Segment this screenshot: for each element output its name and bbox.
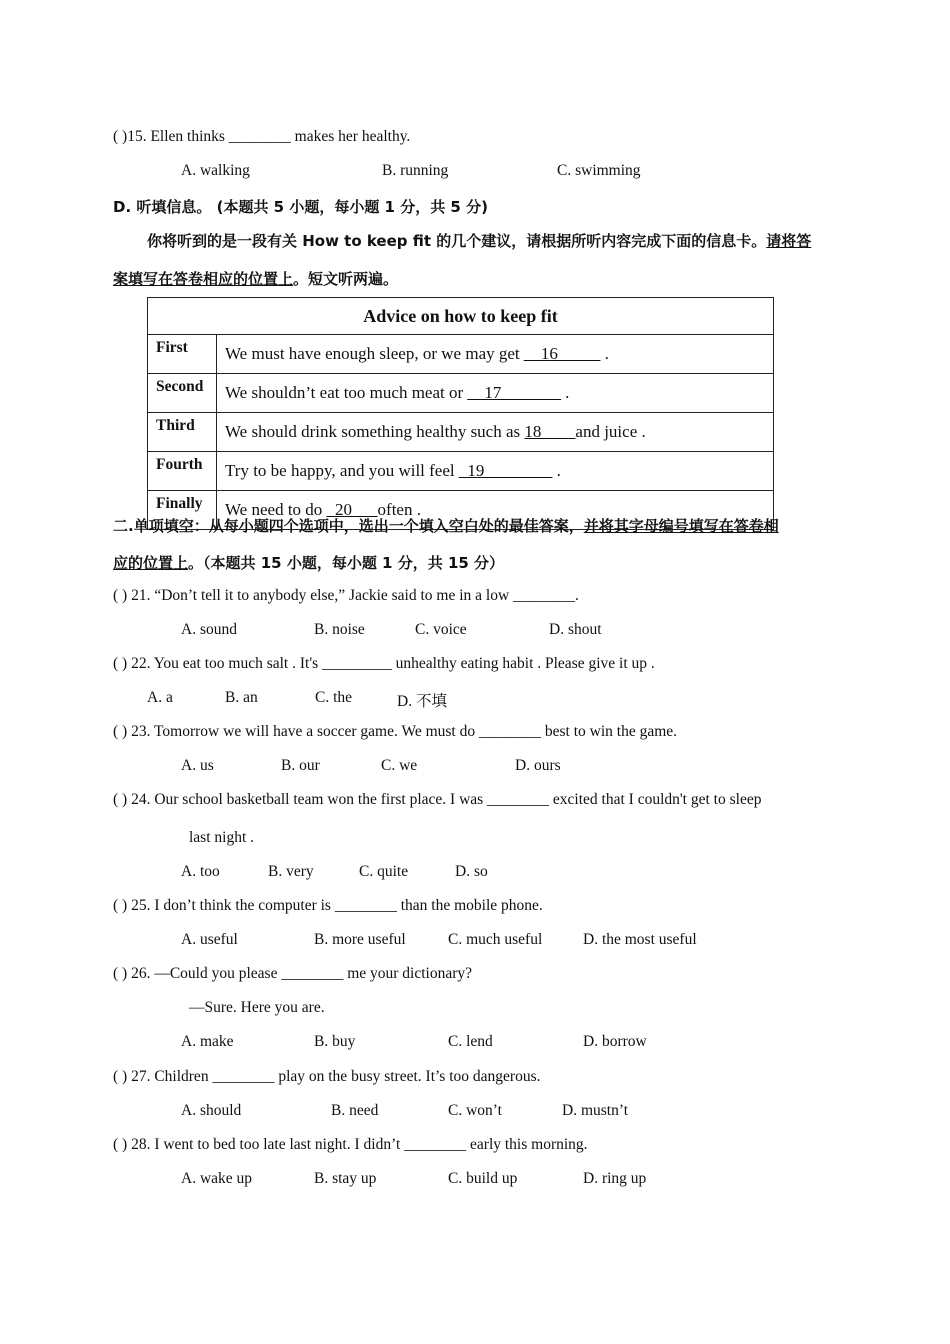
section-2-title-1: 二.单项填空：从每小题四个选项中，选出一个填入空白处的最佳答案， bbox=[113, 517, 584, 535]
q15-option-c: C. swimming bbox=[557, 162, 641, 179]
answer-blank-18: 18____ bbox=[524, 422, 576, 441]
row-post: often . bbox=[377, 500, 421, 519]
row-text-first bbox=[217, 335, 774, 374]
q21-option-c: C. voice bbox=[415, 621, 467, 638]
q21-option-b: B. noise bbox=[314, 621, 365, 638]
q21-option-d: D. shout bbox=[549, 621, 602, 638]
answer-blank-20: _20___ bbox=[326, 500, 378, 519]
section-2-title-3: 应的位置上 bbox=[113, 554, 189, 572]
q28-option-a: A. wake up bbox=[181, 1170, 253, 1187]
row-text-second bbox=[217, 374, 774, 413]
row-pre: We must have enough sleep, or we may get bbox=[225, 344, 524, 363]
q26-option-b: B. buy bbox=[314, 1033, 356, 1050]
q25-option-c: C. much useful bbox=[448, 931, 543, 948]
q27-option-d: D. mustn’t bbox=[562, 1102, 629, 1119]
question-23-stem: ( ) 23. Tomorrow we will have a soccer game. We must do ________ best to win the game. bbox=[113, 723, 678, 740]
row-pre: We need to do bbox=[225, 500, 327, 519]
table-row bbox=[148, 335, 774, 374]
question-26-stem-cont: —Sure. Here you are. bbox=[189, 999, 325, 1016]
row-post: . bbox=[552, 461, 561, 480]
q26-option-c: C. lend bbox=[448, 1033, 493, 1050]
q26-option-d: D. borrow bbox=[583, 1033, 647, 1050]
q22-option-d: D. 不填 bbox=[397, 693, 447, 710]
q25-option-b: B. more useful bbox=[314, 931, 406, 948]
question-24-stem-cont: last night . bbox=[189, 829, 255, 846]
question-21-stem: ( ) 21. “Don’t tell it to anybody else,” Jackie said to me in a low ________. bbox=[113, 587, 579, 604]
section-d-title: D. 听填信息。 (本题共 5 小题，每小题 1 分，共 5 分) bbox=[113, 198, 488, 216]
q22-option-b: B. an bbox=[225, 689, 258, 706]
section-2-title bbox=[113, 515, 779, 536]
advice-table bbox=[147, 297, 774, 530]
q27-option-a: A. should bbox=[181, 1102, 242, 1119]
q22-option-a: A. a bbox=[147, 689, 173, 706]
question-15-stem: ( )15. Ellen thinks ________ makes her healthy. bbox=[113, 128, 411, 145]
section-d-instr-3: 案填写在答卷相应的位置上 bbox=[113, 270, 294, 288]
section-d-instr-2: 请将答 bbox=[766, 232, 812, 250]
row-label-fourth: Fourth bbox=[148, 452, 217, 491]
question-25-stem: ( ) 25. I don’t think the computer is ________ than the mobile phone. bbox=[113, 897, 543, 914]
q28-option-d: D. ring up bbox=[583, 1170, 647, 1187]
table-row bbox=[148, 452, 774, 491]
q27-option-c: C. won’t bbox=[448, 1102, 502, 1119]
answer-blank-17: __17_______ bbox=[467, 383, 561, 402]
q28-option-b: B. stay up bbox=[314, 1170, 377, 1187]
q27-option-b: B. need bbox=[331, 1102, 379, 1119]
section-d-instructions bbox=[147, 230, 811, 251]
answer-blank-16: __16_____ bbox=[523, 344, 601, 363]
row-label-second: Second bbox=[148, 374, 217, 413]
question-26-stem: ( ) 26. —Could you please ________ me your dictionary? bbox=[113, 965, 473, 982]
q24-option-b: B. very bbox=[268, 863, 314, 880]
q23-option-a: A. us bbox=[181, 757, 214, 774]
q23-option-b: B. our bbox=[281, 757, 320, 774]
answer-blank-19: _19________ bbox=[458, 461, 553, 480]
q15-option-b: B. running bbox=[382, 162, 449, 179]
row-post: and juice . bbox=[575, 422, 646, 441]
section-d-instructions-cont bbox=[113, 268, 398, 289]
section-d-instr-4: 。短文听两遍。 bbox=[293, 270, 399, 288]
q24-option-a: A. too bbox=[181, 863, 220, 880]
row-text-third bbox=[217, 413, 774, 452]
q24-option-c: C. quite bbox=[359, 863, 409, 880]
section-2-title-cont bbox=[113, 552, 504, 573]
q15-option-a: A. walking bbox=[181, 162, 250, 179]
q23-option-d: D. ours bbox=[515, 757, 561, 774]
question-22-stem: ( ) 22. You eat too much salt . It's _________ unhealthy eating habit . Please give it up . bbox=[113, 655, 655, 672]
section-d-instr-1: 你将听到的是一段有关 How to keep fit 的几个建议，请根据所听内容完成下面的信息卡。 bbox=[147, 232, 767, 250]
table-row bbox=[148, 374, 774, 413]
question-27-stem: ( ) 27. Children ________ play on the busy street. It’s too dangerous. bbox=[113, 1068, 541, 1085]
question-28-stem: ( ) 28. I went to bed too late last night. I didn’t ________ early this morning. bbox=[113, 1136, 588, 1153]
table-row bbox=[148, 413, 774, 452]
row-text-fourth bbox=[217, 452, 774, 491]
row-pre: We shouldn’t eat too much meat or bbox=[225, 383, 468, 402]
q25-option-d: D. the most useful bbox=[583, 931, 697, 948]
row-post: . bbox=[600, 344, 609, 363]
advice-table-title: Advice on how to keep fit bbox=[148, 298, 774, 335]
q23-option-c: C. we bbox=[381, 757, 418, 774]
question-24-stem: ( ) 24. Our school basketball team won the first place. I was ________ excited that I couldn't get to sleep bbox=[113, 791, 762, 808]
row-pre: Try to be happy, and you will feel bbox=[225, 461, 459, 480]
q28-option-c: C. build up bbox=[448, 1170, 518, 1187]
q22-option-c: C. the bbox=[315, 689, 353, 706]
row-post: . bbox=[560, 383, 570, 402]
row-label-first: First bbox=[148, 335, 217, 374]
q26-option-a: A. make bbox=[181, 1033, 234, 1050]
section-2-title-2: 并将其字母编号填写在答卷相 bbox=[583, 517, 779, 535]
row-label-third: Third bbox=[148, 413, 217, 452]
advice-table-header bbox=[148, 298, 774, 335]
row-label-finally: Finally bbox=[148, 491, 217, 530]
row-pre: We should drink something healthy such as bbox=[225, 422, 525, 441]
q25-option-a: A. useful bbox=[181, 931, 238, 948]
q21-option-a: A. sound bbox=[181, 621, 237, 638]
section-2-title-4: 。（本题共 15 小题，每小题 1 分，共 15 分） bbox=[188, 554, 505, 572]
q24-option-d: D. so bbox=[455, 863, 488, 880]
